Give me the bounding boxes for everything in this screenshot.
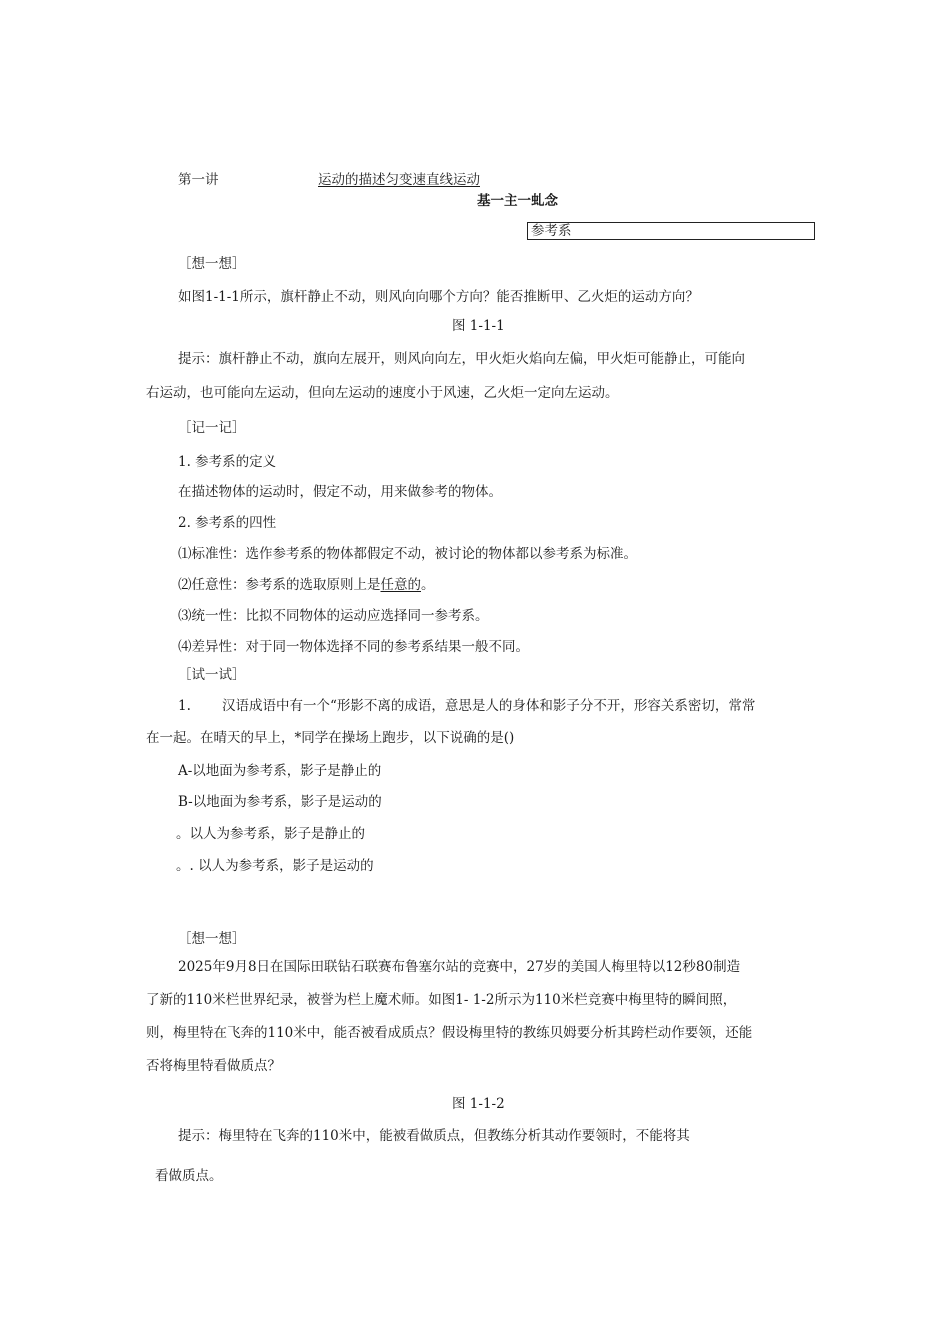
paragraph-2-line-3: 则，梅里特在飞奔的110米中，能否被看成质点？假设梅里特的教练贝姆要分析其跨栏动作要领，还能 — [146, 1025, 753, 1041]
property-3: ⑶统一性：比拟不同物体的运动应选择同一参考系。 — [178, 608, 489, 624]
lecture-number: 第一讲 — [178, 172, 219, 188]
hint-2-line-1: 提示：梅里特在飞奔的110米中，能被看做质点，但教练分析其动作要领时，不能将其 — [178, 1128, 690, 1144]
lecture-title: 运动的描述匀变速直线运动 — [318, 172, 480, 188]
question-1-line-2: 在一起。在晴天的早上，*同学在操场上跑步，以下说确的是() — [146, 730, 515, 746]
property-2-suffix: 。 — [421, 577, 435, 593]
think-heading-1: ［想一想］ — [178, 256, 246, 272]
paragraph-2-line-2: 了新的110米栏世界纪录，被誉为栏上魔术师。如图1- 1-2所示为110米栏竞赛中梅里特的瞬间照， — [146, 992, 737, 1008]
hint-1-line-1: 提示：旗杆静止不动，旗向左展开，则风向向左，甲火炬火焰向左偏，甲火炬可能静止，可能向 — [178, 351, 745, 367]
hint-2-line-2: 看做质点。 — [155, 1168, 223, 1184]
figure-caption-1: 图 1-1-1 — [452, 318, 505, 334]
think-heading-2: ［想一想］ — [178, 931, 246, 947]
option-b: B-以地面为参考系，影子是运动的 — [178, 794, 382, 810]
paragraph-2-line-4: 否将梅里特看做质点？ — [146, 1058, 281, 1074]
property-1: ⑴标准性：选作参考系的物体都假定不动，被讨论的物体都以参考系为标准。 — [178, 546, 637, 562]
paragraph-2-line-1: 2025年9月8日在国际田联钻石联赛布鲁塞尔站的竞赛中，27岁的美国人梅里特以12秒80制造 — [178, 959, 741, 975]
topic-box-label: 参考系 — [531, 223, 572, 239]
hint-1-line-2: 右运动，也可能向左运动，但向左运动的速度小于风速，乙火炬一定向左运动。 — [146, 385, 619, 401]
option-a: A-以地面为参考系，影子是静止的 — [178, 763, 382, 779]
property-2-underlined: 任意的 — [380, 577, 421, 593]
property-2-prefix: ⑵任意性：参考系的选取原则上是 — [178, 577, 381, 593]
option-d: 。. 以人为参考系，影子是运动的 — [176, 858, 374, 874]
question-1-number: 1. — [178, 698, 191, 714]
definition-title: 1. 参考系的定义 — [178, 454, 277, 470]
definition-text: 在描述物体的运动时，假定不动，用来做参考的物体。 — [178, 484, 502, 500]
figure-caption-2: 图 1-1-2 — [452, 1096, 505, 1112]
try-heading: ［试一试］ — [178, 667, 246, 683]
topic-box — [527, 222, 815, 240]
properties-title: 2. 参考系的四性 — [178, 515, 277, 531]
property-2 — [178, 576, 435, 594]
question-1-line-1: 汉语成语中有一个“形影不离的成语，意思是人的身体和影子分不开，形容关系密切，常常 — [222, 698, 756, 714]
section-heading: 基一主一虬念 — [477, 193, 558, 209]
remember-heading: ［记一记］ — [178, 420, 246, 436]
option-c: 。以人为参考系，影子是静止的 — [176, 826, 365, 842]
question-1: 如图1-1-1所示，旗杆静止不动，则风向向哪个方向？能否推断甲、乙火炬的运动方向？ — [178, 289, 699, 305]
property-4: ⑷差异性：对于同一物体选择不同的参考系结果一般不同。 — [178, 639, 529, 655]
